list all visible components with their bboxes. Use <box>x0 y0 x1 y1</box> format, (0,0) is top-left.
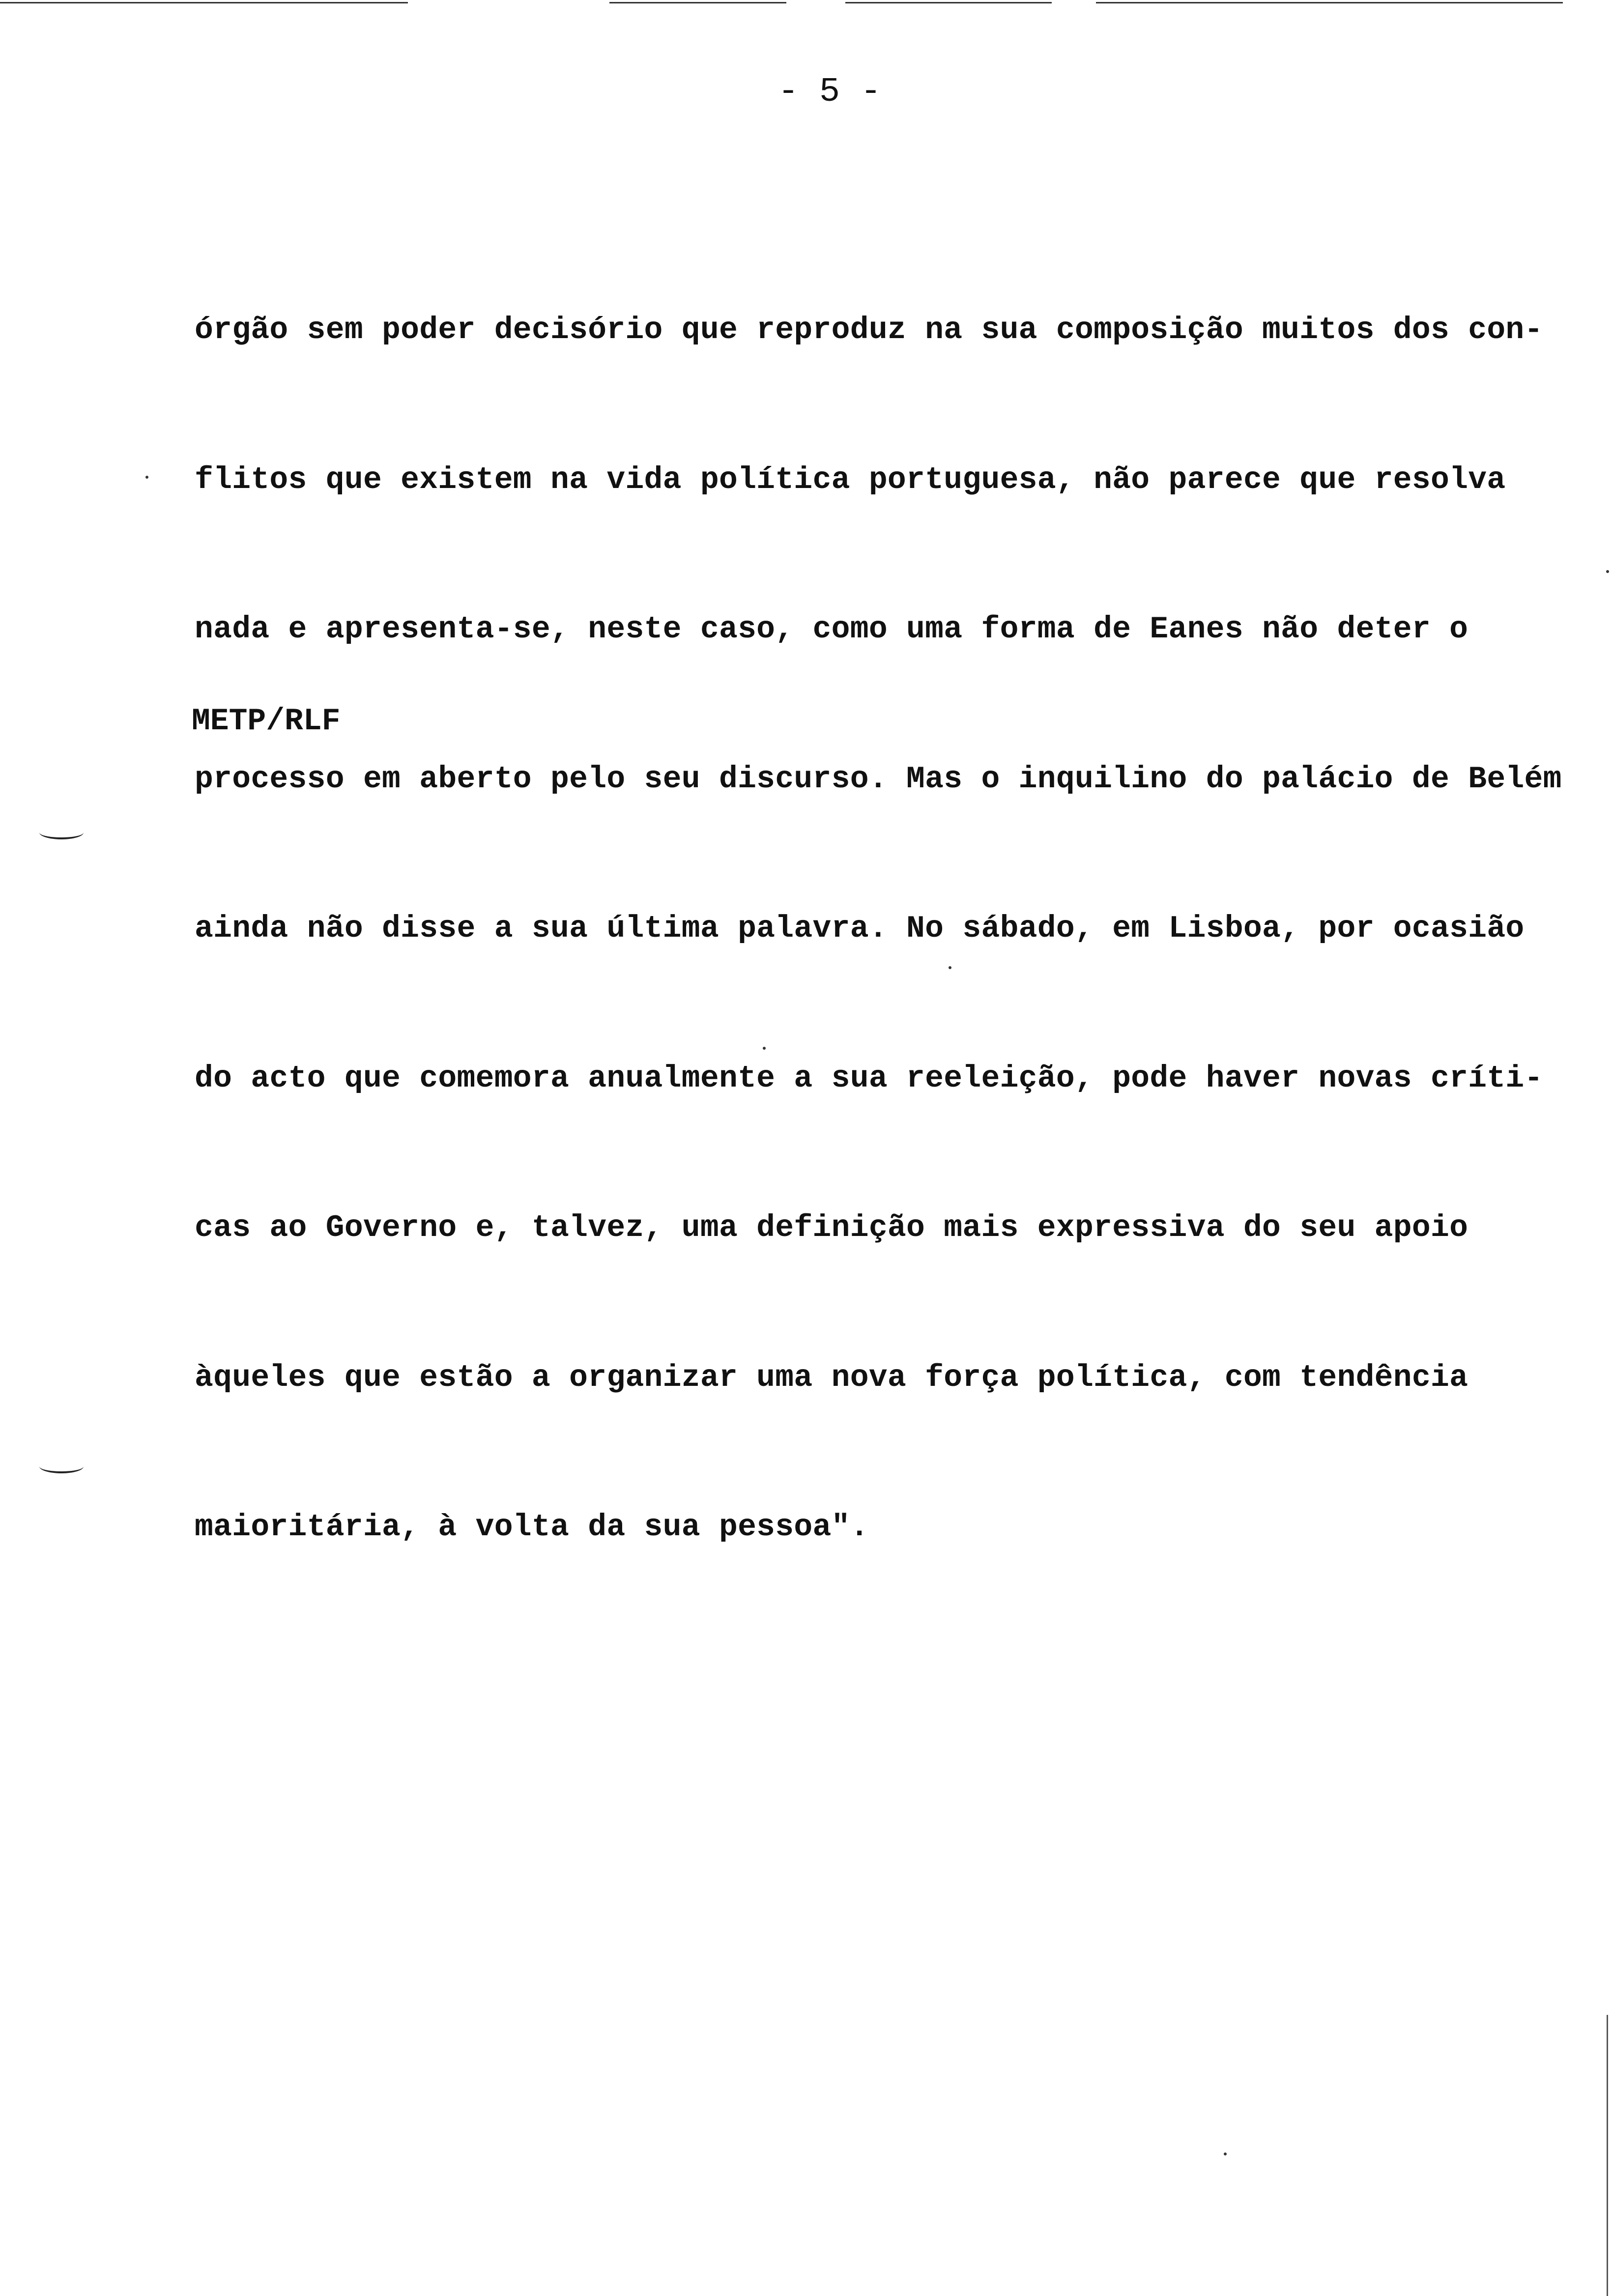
paragraph-line: nada e apresenta-se, neste caso, como uma forma de Eanes não deter o <box>195 612 1468 647</box>
paragraph-line: órgão sem poder decisório que reproduz na sua composição muitos dos con- <box>195 313 1543 347</box>
paragraph-line: cas ao Governo e, talvez, uma definição mais expressiva do seu apoio <box>195 1210 1468 1245</box>
page-edge <box>1607 2015 1608 2296</box>
scan-speck <box>145 476 148 479</box>
paragraph-line: do acto que comemora anualmente a sua reeleição, pode haver novas críti- <box>195 1061 1543 1096</box>
top-rule <box>609 2 786 3</box>
scan-speck <box>1606 570 1609 573</box>
paragraph-line: flitos que existem na vida política portuguesa, não parece que resolva <box>195 462 1506 497</box>
punch-mark <box>39 1460 84 1473</box>
punch-mark <box>39 826 84 839</box>
top-rule <box>845 2 1052 3</box>
top-rule <box>1096 2 1563 3</box>
page-number: - 5 - <box>777 73 882 112</box>
paragraph-line: ainda não disse a sua última palavra. No sábado, em Lisboa, por ocasião <box>195 911 1525 946</box>
paragraph-line: maioritária, à volta da sua pessoa". <box>195 1510 869 1545</box>
scan-speck <box>763 1047 766 1050</box>
reference-initials: METP/RLF <box>192 704 341 739</box>
scan-speck <box>1224 2152 1227 2155</box>
body-paragraph <box>195 205 1562 1602</box>
top-rule <box>0 2 408 3</box>
paragraph-line: àqueles que estão a organizar uma nova força política, com tendência <box>195 1360 1468 1395</box>
scan-speck <box>949 966 951 969</box>
paragraph-line: processo em aberto pelo seu discurso. Mas o inquilino do palácio de Belém <box>195 761 1562 797</box>
